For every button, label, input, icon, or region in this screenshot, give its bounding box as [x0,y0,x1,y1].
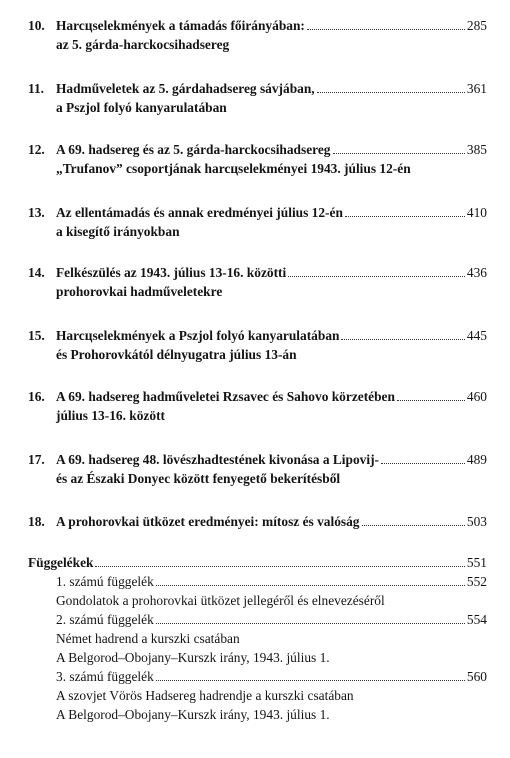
chapter-number: 16. [28,389,45,404]
chapter-title: Harcцselekmények a támadás főirányában: [56,18,305,33]
appendix-item-description: A Belgorod–Obojany–Kurszk irány, 1943. július 1. [56,650,330,665]
dot-leader [397,399,465,401]
chapter-subtitle: prohorovkai hadműveletekre [56,284,223,299]
chapter-title: A 69. hadsereg és az 5. gárda-harckocsihadsereg [56,142,331,157]
chapter-number: 15. [28,328,45,343]
page-number: 445 [466,328,487,343]
toc-entry[interactable] [28,79,487,117]
dot-leader [156,584,465,586]
chapter-title: Felkészülés az 1943. július 13-16. közötti [56,265,287,280]
chapter-title: Hadműveletek az 5. gárdahadsereg sávjában, [56,81,315,96]
toc-entry-line [28,450,487,469]
page-number: 361 [466,81,487,96]
chapter-number: 10. [28,18,45,33]
appendix-item[interactable] [28,572,487,591]
toc-entry-line [28,512,487,531]
toc-entry-line [28,140,487,159]
dot-leader [362,524,465,526]
dot-leader [156,679,465,681]
chapter-title: A prohorovkai ütközet eredményei: mítosz és valóság [56,514,360,529]
appendix-item-title: 1. számú függelék [56,574,154,589]
chapter-number: 17. [28,452,45,467]
toc-entry[interactable] [28,512,487,531]
dot-leader [381,462,465,464]
page-number: 489 [466,452,487,467]
dot-leader [345,215,465,217]
dot-leader [156,622,465,624]
chapter-title: Harcцselekmények a Pszjol folyó kanyarulatában [56,328,340,343]
toc-entry[interactable] [28,16,487,54]
page-number: 503 [466,514,487,529]
page-number: 410 [466,205,487,220]
chapter-title: A 69. hadsereg 48. lövészhadtestének kivonása a Lipovij- [56,452,380,467]
appendix-item-title: 2. számú függelék [56,612,154,627]
toc-entry[interactable] [28,140,487,178]
chapter-subtitle: „Trufanov” csoportjának harcцselekményei 1943. július 12-én [56,161,411,176]
toc-entry-line [28,79,487,98]
chapter-number: 11. [28,81,44,96]
page-number: 385 [466,142,487,157]
page-number: 285 [466,18,487,33]
toc-entry[interactable] [28,263,487,301]
toc-entry-line [28,263,487,282]
dot-leader [341,338,464,340]
toc-entry-line [28,16,487,35]
appendix-item[interactable] [28,667,487,686]
page-number: 460 [466,389,487,404]
appendix-item[interactable] [28,610,487,629]
appendix-item-title: 3. számú függelék [56,669,154,684]
appendix-heading[interactable] [28,553,487,572]
toc-entry[interactable] [28,326,487,364]
appendix-item-description: A szovjet Vörös Hadsereg hadrendje a kurszki csatában [56,688,354,703]
toc-entry-line [28,326,487,345]
toc-entry[interactable] [28,203,487,241]
chapter-subtitle: július 13-16. között [56,408,165,423]
chapter-subtitle: a Pszjol folyó kanyarulatában [56,100,227,115]
chapter-number: 18. [28,514,45,529]
chapter-number: 13. [28,205,45,220]
dot-leader [333,152,465,154]
chapter-subtitle: a kisegítő irányokban [56,224,180,239]
toc-entry-line [28,203,487,222]
dot-leader [307,28,465,30]
chapter-number: 14. [28,265,45,280]
dot-leader [317,91,465,93]
chapter-number: 12. [28,142,45,157]
appendix-item-description: Német hadrend a kurszki csatában [56,631,240,646]
page-number: 552 [466,574,487,589]
chapter-title: Az ellentámadás és annak eredményei július 12-én [56,205,343,220]
page-number: 554 [466,612,487,627]
toc-entry[interactable] [28,387,487,425]
chapter-subtitle: és Prohorovkától délnyugatra július 13-án [56,347,297,362]
appendix-item-description: Gondolatok a prohorovkai ütközet jellegéről és elnevezéséről [56,593,385,608]
page-number: 436 [466,265,487,280]
toc-entry-line [28,387,487,406]
appendix-title: Függelékek [28,555,94,570]
toc-entry[interactable] [28,450,487,488]
page-number: 560 [466,669,487,684]
dot-leader [95,565,464,567]
appendix-section [28,553,487,724]
appendix-item-description: A Belgorod–Obojany–Kurszk irány, 1943. július 1. [56,707,330,722]
page-number: 551 [466,555,487,570]
chapter-title: A 69. hadsereg hadműveletei Rzsavec és Sahovo körzetében [56,389,395,404]
chapter-subtitle: az 5. gárda-harckocsihadsereg [56,37,230,52]
chapter-subtitle: és az Északi Donyec között fenyegető bekerítésből [56,471,341,486]
dot-leader [288,275,465,277]
